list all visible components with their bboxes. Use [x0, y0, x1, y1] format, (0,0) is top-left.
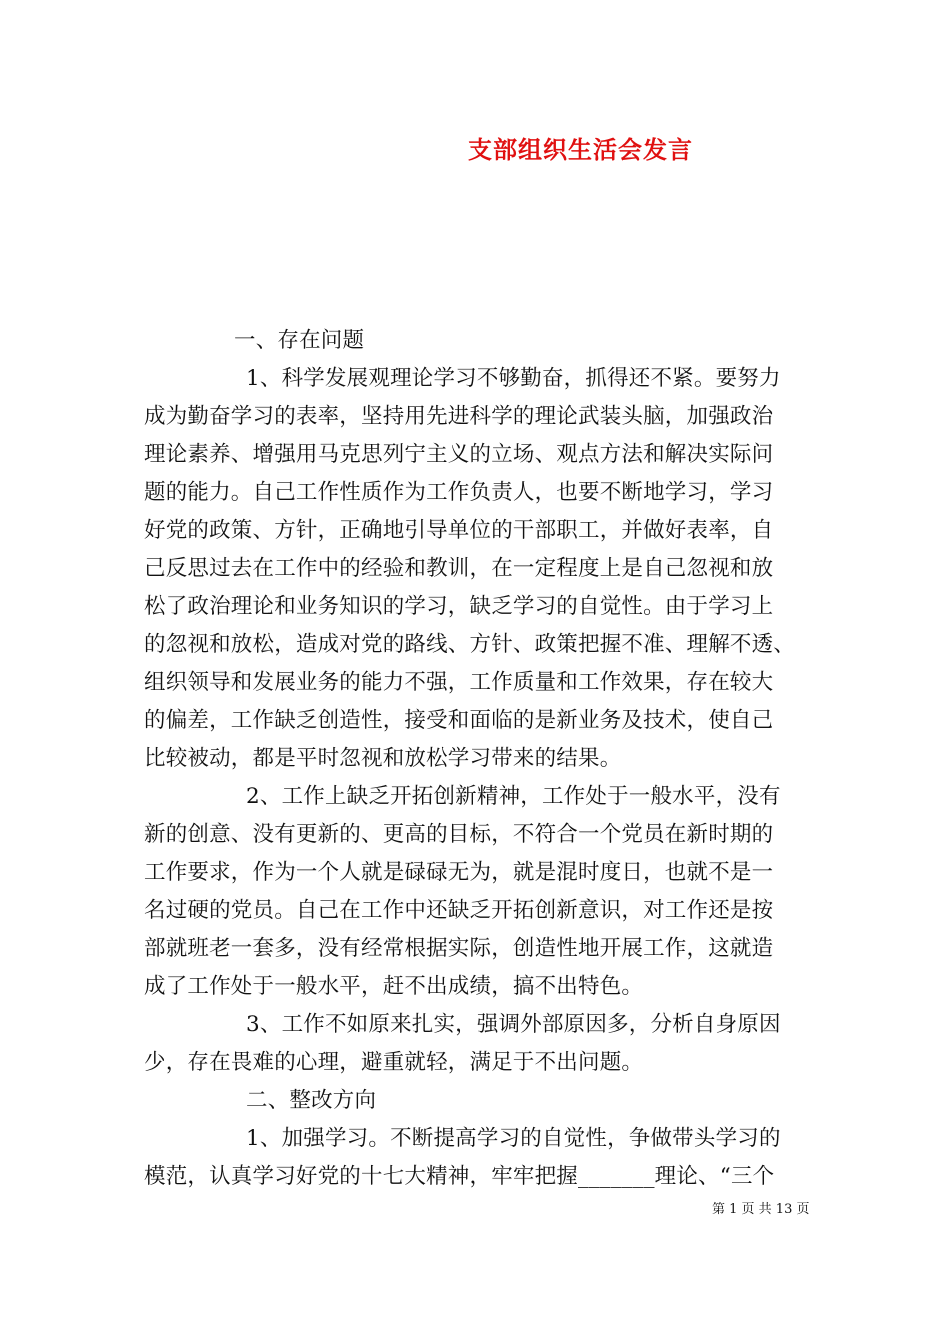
paragraph-line: 题的能力。自己工作性质作为工作负责人，也要不断地学习，学习: [144, 480, 774, 505]
paragraph-line: 2、工作上缺乏开拓创新精神，工作处于一般水平，没有: [246, 784, 781, 809]
paragraph-line: 理论素养、增强用马克思列宁主义的立场、观点方法和解决实际问: [144, 442, 774, 467]
paragraph-line: 3、工作不如原来扎实，强调外部原因多，分析自身原因: [246, 1012, 781, 1037]
paragraph-line: 1、科学发展观理论学习不够勤奋，抓得还不紧。要努力: [246, 366, 781, 391]
paragraph-line: 工作要求，作为一个人就是碌碌无为，就是混时度日，也就不是一: [144, 860, 774, 885]
document-title: 支部组织生活会发言: [468, 135, 693, 164]
paragraph-line: 松了政治理论和业务知识的学习，缺乏学习的自觉性。由于学习上: [144, 594, 774, 619]
paragraph-line: 的忽视和放松，造成对党的路线、方针、政策把握不准、理解不透、: [144, 632, 796, 657]
page-number-footer: 第 1 页 共 13 页: [712, 1202, 810, 1217]
paragraph-line: 少，存在畏难的心理，避重就轻，满足于不出问题。: [144, 1050, 644, 1075]
paragraph-line: 新的创意、没有更新的、更高的目标，不符合一个党员在新时期的: [144, 822, 774, 847]
paragraph-line: 成为勤奋学习的表率，坚持用先进科学的理论武装头脑，加强政治: [144, 404, 774, 429]
paragraph-line: 好党的政策、方针，正确地引导单位的干部职工，并做好表率，自: [144, 518, 774, 543]
paragraph-line: 模范，认真学习好党的十七大精神，牢牢把握_______理论、“三个: [144, 1164, 775, 1189]
paragraph-line: 名过硬的党员。自己在工作中还缺乏开拓创新意识，对工作还是按: [144, 898, 774, 923]
paragraph-line: 的偏差，工作缺乏创造性，接受和面临的是新业务及技术，使自己: [144, 708, 774, 733]
section-heading-rectification: 二、整改方向: [246, 1088, 377, 1113]
paragraph-line: 组织领导和发展业务的能力不强，工作质量和工作效果，存在较大: [144, 670, 774, 695]
paragraph-line: 1、加强学习。不断提高学习的自觉性，争做带头学习的: [246, 1126, 781, 1151]
paragraph-line: 成了工作处于一般水平，赶不出成绩，搞不出特色。: [144, 974, 644, 999]
paragraph-line: 部就班老一套多，没有经常根据实际，创造性地开展工作，这就造: [144, 936, 774, 961]
paragraph-line: 己反思过去在工作中的经验和教训，在一定程度上是自己忽视和放: [144, 556, 774, 581]
paragraph-line: 比较被动，都是平时忽视和放松学习带来的结果。: [144, 746, 622, 771]
section-heading-problems: 一、存在问题: [234, 328, 365, 353]
